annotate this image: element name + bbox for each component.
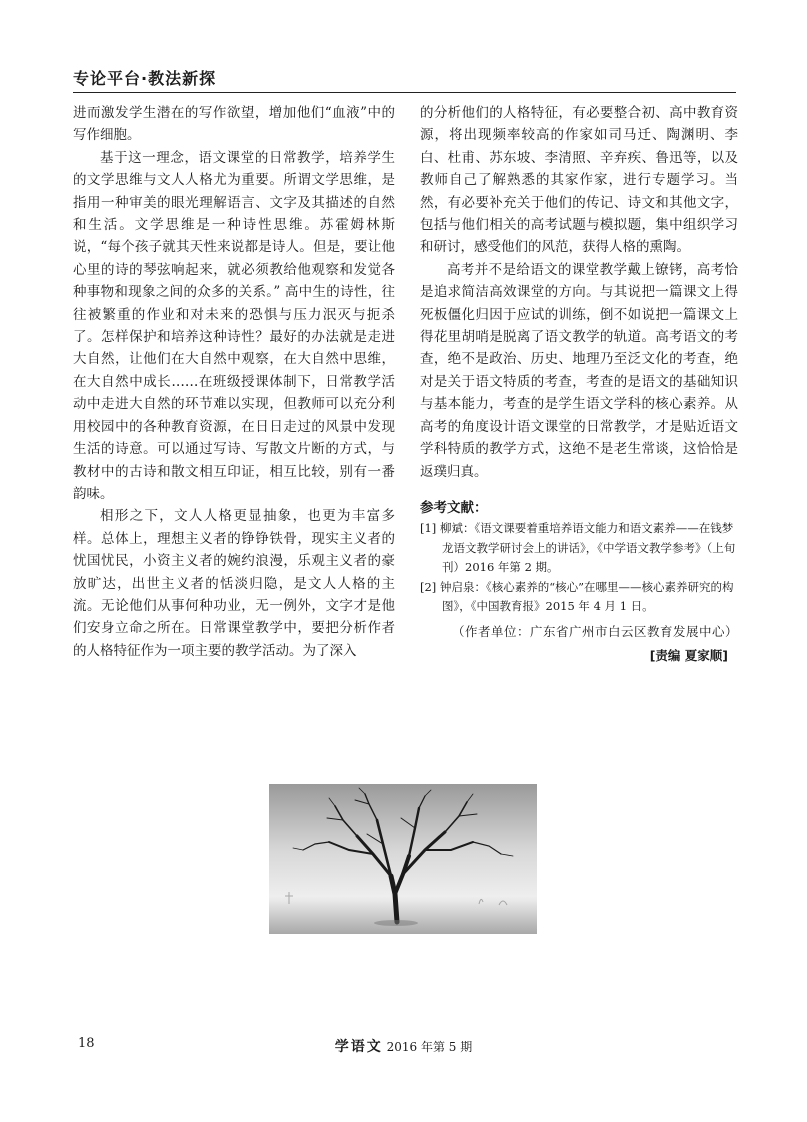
reference-item-1: [1] 柳斌：《语文课要着重培养语文能力和语文素养——在钱梦龙语文教学研讨会上的讲话》，《中学语文教学参考》（上旬刊）2016 年第 2 期。 (420, 521, 736, 575)
left-paragraph-1: 进而激发学生潜在的写作欲望，增加他们“血液”中的写作细胞。 (73, 105, 395, 144)
right-paragraph-2: 高考并不是给语文的课堂教学戴上镣铐，高考恰是追求简洁高效课堂的方向。与其说把一篇课文上得死板僵化归因于应试的训练，倒不如说把一篇课文上得花里胡哨是脱离了语文教学的轨道。高考语文的考查，绝不是政治、历史、地理乃至泛文化的考查，绝对是关于语文特质的考查，考查的是语文的基础知识与基本能力，考查的是学生语文学科的核心素养。从高考的角度设计语文课堂的日常教学，才是贴近语文学科特质的教学方式，这绝不是老生常谈，这恰恰是返璞归真。 (420, 261, 738, 480)
header-rule (73, 92, 736, 93)
left-paragraph-2: 基于这一理念，语文课堂的日常教学，培养学生的文学思维与文人人格尤为重要。所谓文学思维，是指用一种审美的眼光理解语言、文字及其描述的自然和生活。文学思维是一种诗性思维。苏霍姆林斯说，“每个孩子就其天性来说都是诗人。但是，要让他心里的诗的琴弦响起来，就必须教给他观察和发觉各种事物和现象之间的众多的关系。” 高中生的诗性，往往被繁重的作业和对未来的恐惧与压力泯灭与扼杀了。怎样保护和培养这种诗性？最好的办法就是走进大自然，让他们在大自然中观察，在大自然中思维，在大自然中成长……在班级授课体制下，日常教学活动中走进大自然的环节难以实现，但教师可以充分利用校园中的各种教育资源，在日日走过的风景中发现生活的诗意。可以通过写诗、写散文片断的方式，与教材中的古诗和散文相互印证，相互比较，别有一番韵味。 (73, 149, 395, 502)
section-header: 专论平台·教法新探 (73, 69, 217, 88)
journal-issue: 2016 年第 5 期 (386, 1040, 473, 1054)
reference-item-2: [2] 钟启泉：《核心素养的“核心”在哪里——核心素养研究的构图》，《中国教育报》2015 年 4 月 1 日。 (420, 579, 734, 614)
journal-footer (0, 1036, 807, 1056)
author-unit: （作者单位：广东省广州市白云区教育发展中心） (451, 623, 738, 639)
left-column (73, 102, 395, 662)
journal-name: 学语文 (334, 1039, 383, 1055)
right-column (420, 102, 738, 668)
tree-photo (269, 784, 537, 934)
page-number: 18 (78, 1036, 95, 1051)
left-paragraph-3: 相形之下，文人人格更显抽象，也更为丰富多样。总体上，理想主义者的铮铮铁骨，现实主义者的忧国忧民，小资主义者的婉约浪漫，乐观主义者的豪放旷达，出世主义者的恬淡归隐，是文人人格的主流。无论他们从事何种功业，无一例外，文字才是他们安身立命之所在。日常课堂教学中，要把分析作者的人格特征作为一项主要的教学活动。为了深入 (73, 508, 395, 659)
right-paragraph-1: 的分析他们的人格特征，有必要整合初、高中教育资源，将出现频率较高的作家如司马迁、陶渊明、李白、杜甫、苏东坡、李清照、辛弃疾、鲁迅等，以及教师自己了解熟悉的其家作家，进行专题学习。当然，有必要补充关于他们的传记、诗文和其他文字，包括与他们相关的高考试题与模拟题，集中组织学习和研讨，感受他们的风范，获得人格的熏陶。 (420, 105, 738, 256)
references-title: 参考文献： (420, 499, 488, 516)
editor-credit: [责编 夏家顺] (649, 648, 728, 664)
